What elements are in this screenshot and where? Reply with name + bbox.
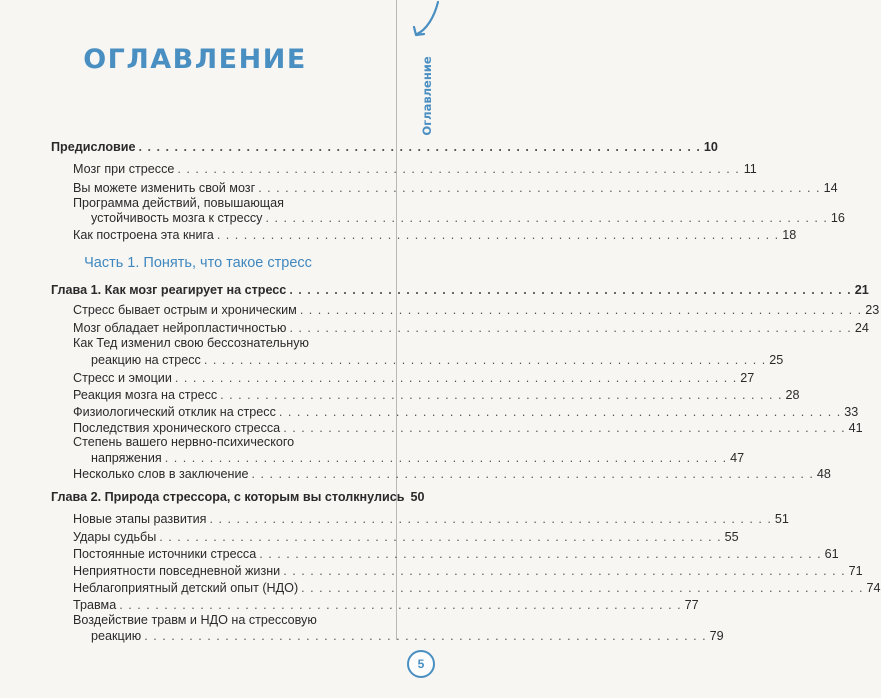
leader-dots: . . . . . . . . . . . . . . . . . . . . . . . . . . . . . . . . . . . . . . . . . . . . . . . . . . . . . . . . . . . . . . . [283,421,846,435]
entry-title: Неприятности повседневной жизни [73,564,281,578]
toc-entry[interactable] [73,320,869,336]
entry-title: Глава 1. Как мозг реагирует на стресс [51,283,287,297]
entry-title: Как построена эта книга [73,228,214,242]
entry-title: Глава 2. Природа стрессора, с которым вы столкнулись [51,490,405,504]
leader-dots: . . . . . . . . . . . . . . . . . . . . . . . . . . . . . . . . . . . . . . . . . . . . . . . . . . . . . . . . . . . . . . . [216,228,780,242]
entry-page: 50 [410,490,425,504]
side-tab [405,46,445,146]
entry-page: 48 [816,467,831,481]
toc-entry[interactable] [91,352,784,368]
entry-title: Физиологический отклик на стресс [73,405,276,419]
entry-title: Мозг обладает нейропластичностью [73,321,287,335]
toc-entry[interactable] [73,180,838,196]
toc-entry[interactable] [73,387,800,403]
toc-entry[interactable] [73,466,831,482]
entry-page: 11 [743,162,757,176]
toc-entry-chapter-2[interactable] [51,489,425,505]
toc-entry-preface[interactable] [51,139,718,155]
entry-page: 79 [709,629,724,643]
leader-dots: . . . . . . . . . . . . . . . . . . . . . . . . . . . . . . . . . . . . . . . . . . . . . . . . . . . . . . . . . . . . . . . [258,181,821,195]
toc-entry[interactable] [73,161,757,177]
toc-entry[interactable] [91,450,745,466]
leader-dots: . . . . . . . . . . . . . . . . . . . . . . . . . . . . . . . . . . . . . . . . . . . . . . . . . . . . . . . . . . . . . . . [265,211,828,225]
entry-title: Новые этапы развития [73,512,207,526]
entry-title-line1: Воздействие травм и НДО на стрессовую [73,613,317,627]
entry-page: 10 [703,140,718,154]
leader-dots: . . . . . . . . . . . . . . . . . . . . . . . . . . . . . . . . . . . . . . . . . . . . . . . . . . . . . . . . . . . . . . . [119,598,682,612]
leader-dots: . . . . . . . . . . . . . . . . . . . . . . . . . . . . . . . . . . . . . . . . . . . . . . . . . . . . . . . . . . . . . . . [289,283,852,297]
leader-dots: . . . . . . . . . . . . . . . . . . . . . . . . . . . . . . . . . . . . . . . . . . . . . . . . . . . . . . . . . . . . . . . [177,162,740,176]
toc-entry[interactable] [73,580,881,596]
entry-title: Стресс бывает острым и хроническим [73,303,297,317]
entry-page: 16 [830,211,845,225]
entry-title: Последствия хронического стресса [73,421,281,435]
entry-page: 51 [774,512,789,526]
entry-page: 77 [684,598,699,612]
leader-dots: . . . . . . . . . . . . . . . . . . . . . . . . . . . . . . . . . . . . . . . . . . . . . . . . . . . . . . . . . . . . . . . [144,629,707,643]
toc-entry[interactable] [73,370,755,386]
entry-page: 23 [865,303,880,317]
entry-page: 55 [724,530,739,544]
toc-entry[interactable] [91,628,724,644]
entry-title-line2: реакцию [91,629,142,643]
leader-dots: . . . . . . . . . . . . . . . . . . . . . . . . . . . . . . . . . . . . . . . . . . . . . . . . . . . . . . . . . . . . . . . [203,353,767,367]
entry-page: 18 [782,228,797,242]
leader-dots: . . . . . . . . . . . . . . . . . . . . . . . . . . . . . . . . . . . . . . . . . . . . . . . . . . . . . . . . . . . . . . . [164,451,728,465]
entry-title: Стресс и эмоции [73,371,172,385]
side-tab-label: Оглавление [420,56,434,136]
toc-entry[interactable] [73,511,789,527]
toc-entry[interactable] [73,563,863,579]
leader-dots: . . . . . . . . . . . . . . . . . . . . . . . . . . . . . . . . . . . . . . . . . . . . . . . . . . . . . . . . . . . . . . . [251,467,814,481]
entry-page: 28 [785,388,800,402]
entry-title: Несколько слов в заключение [73,467,249,481]
entry-title: Удары судьбы [73,530,157,544]
toc-entry[interactable] [73,302,880,318]
leader-dots: . . . . . . . . . . . . . . . . . . . . . . . . . . . . . . . . . . . . . . . . . . . . . . . . . . . . . . . . . . . . . . . [299,303,863,317]
page-title: ОГЛАВЛЕНИЕ [83,44,307,75]
entry-title: Мозг при стрессе [73,162,175,176]
part-heading: Часть 1. Понять, что такое стресс [84,255,312,271]
entry-title: Неблагоприятный детский опыт (НДО) [73,581,299,595]
entry-page: 47 [730,451,745,465]
leader-dots: . . . . . . . . . . . . . . . . . . . . . . . . . . . . . . . . . . . . . . . . . . . . . . . . . . . . . . . . . . . . . . . [259,547,822,561]
leader-dots: . . . . . . . . . . . . . . . . . . . . . . . . . . . . . . . . . . . . . . . . . . . . . . . . . . . . . . . . . . . . . . . [209,512,772,526]
entry-page: 21 [854,283,869,297]
leader-dots: . . . . . . . . . . . . . . . . . . . . . . . . . . . . . . . . . . . . . . . . . . . . . . . . . . . . . . . . . . . . . . . [289,321,852,335]
toc-entry-chapter-1[interactable] [51,282,869,298]
entry-page: 74 [866,581,881,595]
toc-entry[interactable] [73,597,699,613]
entry-page: 41 [848,421,863,435]
page-number: 5 [407,650,435,678]
entry-title-line2: устойчивость мозга к стрессу [91,211,263,225]
leader-dots: . . . . . . . . . . . . . . . . . . . . . . . . . . . . . . . . . . . . . . . . . . . . . . . . . . . . . . . . . . . . . . . [283,564,846,578]
toc-entry[interactable] [73,529,739,545]
entry-page: 24 [854,321,869,335]
entry-title-line1: Как Тед изменил свою бессознательную [73,336,309,350]
entry-page: 71 [848,564,863,578]
entry-page: 27 [740,371,755,385]
leader-dots: . . . . . . . . . . . . . . . . . . . . . . . . . . . . . . . . . . . . . . . . . . . . . . . . . . . . . . . . . . . . . . . [220,388,783,402]
entry-title: Постоянные источники стресса [73,547,257,561]
curved-arrow-icon [404,0,444,44]
toc-entry[interactable] [73,546,839,562]
leader-dots: . . . . . . . . . . . . . . . . . . . . . . . . . . . . . . . . . . . . . . . . . . . . . . . . . . . . . . . . . . . . . . . [174,371,738,385]
entry-page: 33 [844,405,859,419]
leader-dots: . . . . . . . . . . . . . . . . . . . . . . . . . . . . . . . . . . . . . . . . . . . . . . . . . . . . . . . . . . . . . . . [301,581,864,595]
entry-title: Реакция мозга на стресс [73,388,218,402]
entry-title-line2: напряжения [91,451,162,465]
toc-entry[interactable] [73,404,859,420]
leader-dots: . . . . . . . . . . . . . . . . . . . . . . . . . . . . . . . . . . . . . . . . . . . . . . . . . . . . . . . . . . . . . . . [159,530,722,544]
toc-entry[interactable] [73,227,797,243]
entry-title-line1: Программа действий, повышающая [73,196,284,210]
entry-title: Предисловие [51,140,136,154]
entry-title-line1: Степень вашего нервно-психического [73,435,295,449]
entry-title-line2: реакцию на стресс [91,353,201,367]
entry-page: 61 [824,547,839,561]
entry-title: Вы можете изменить свой мозг [73,181,256,195]
entry-title: Травма [73,598,117,612]
leader-dots: . . . . . . . . . . . . . . . . . . . . . . . . . . . . . . . . . . . . . . . . . . . . . . . . . . . . . . . . . . . . . . . [278,405,842,419]
entry-page: 25 [769,353,784,367]
entry-page: 14 [823,181,838,195]
leader-dots: . . . . . . . . . . . . . . . . . . . . . . . . . . . . . . . . . . . . . . . . . . . . . . . . . . . . . . . . . . . . . . . [138,140,701,154]
toc-entry[interactable] [91,210,845,226]
